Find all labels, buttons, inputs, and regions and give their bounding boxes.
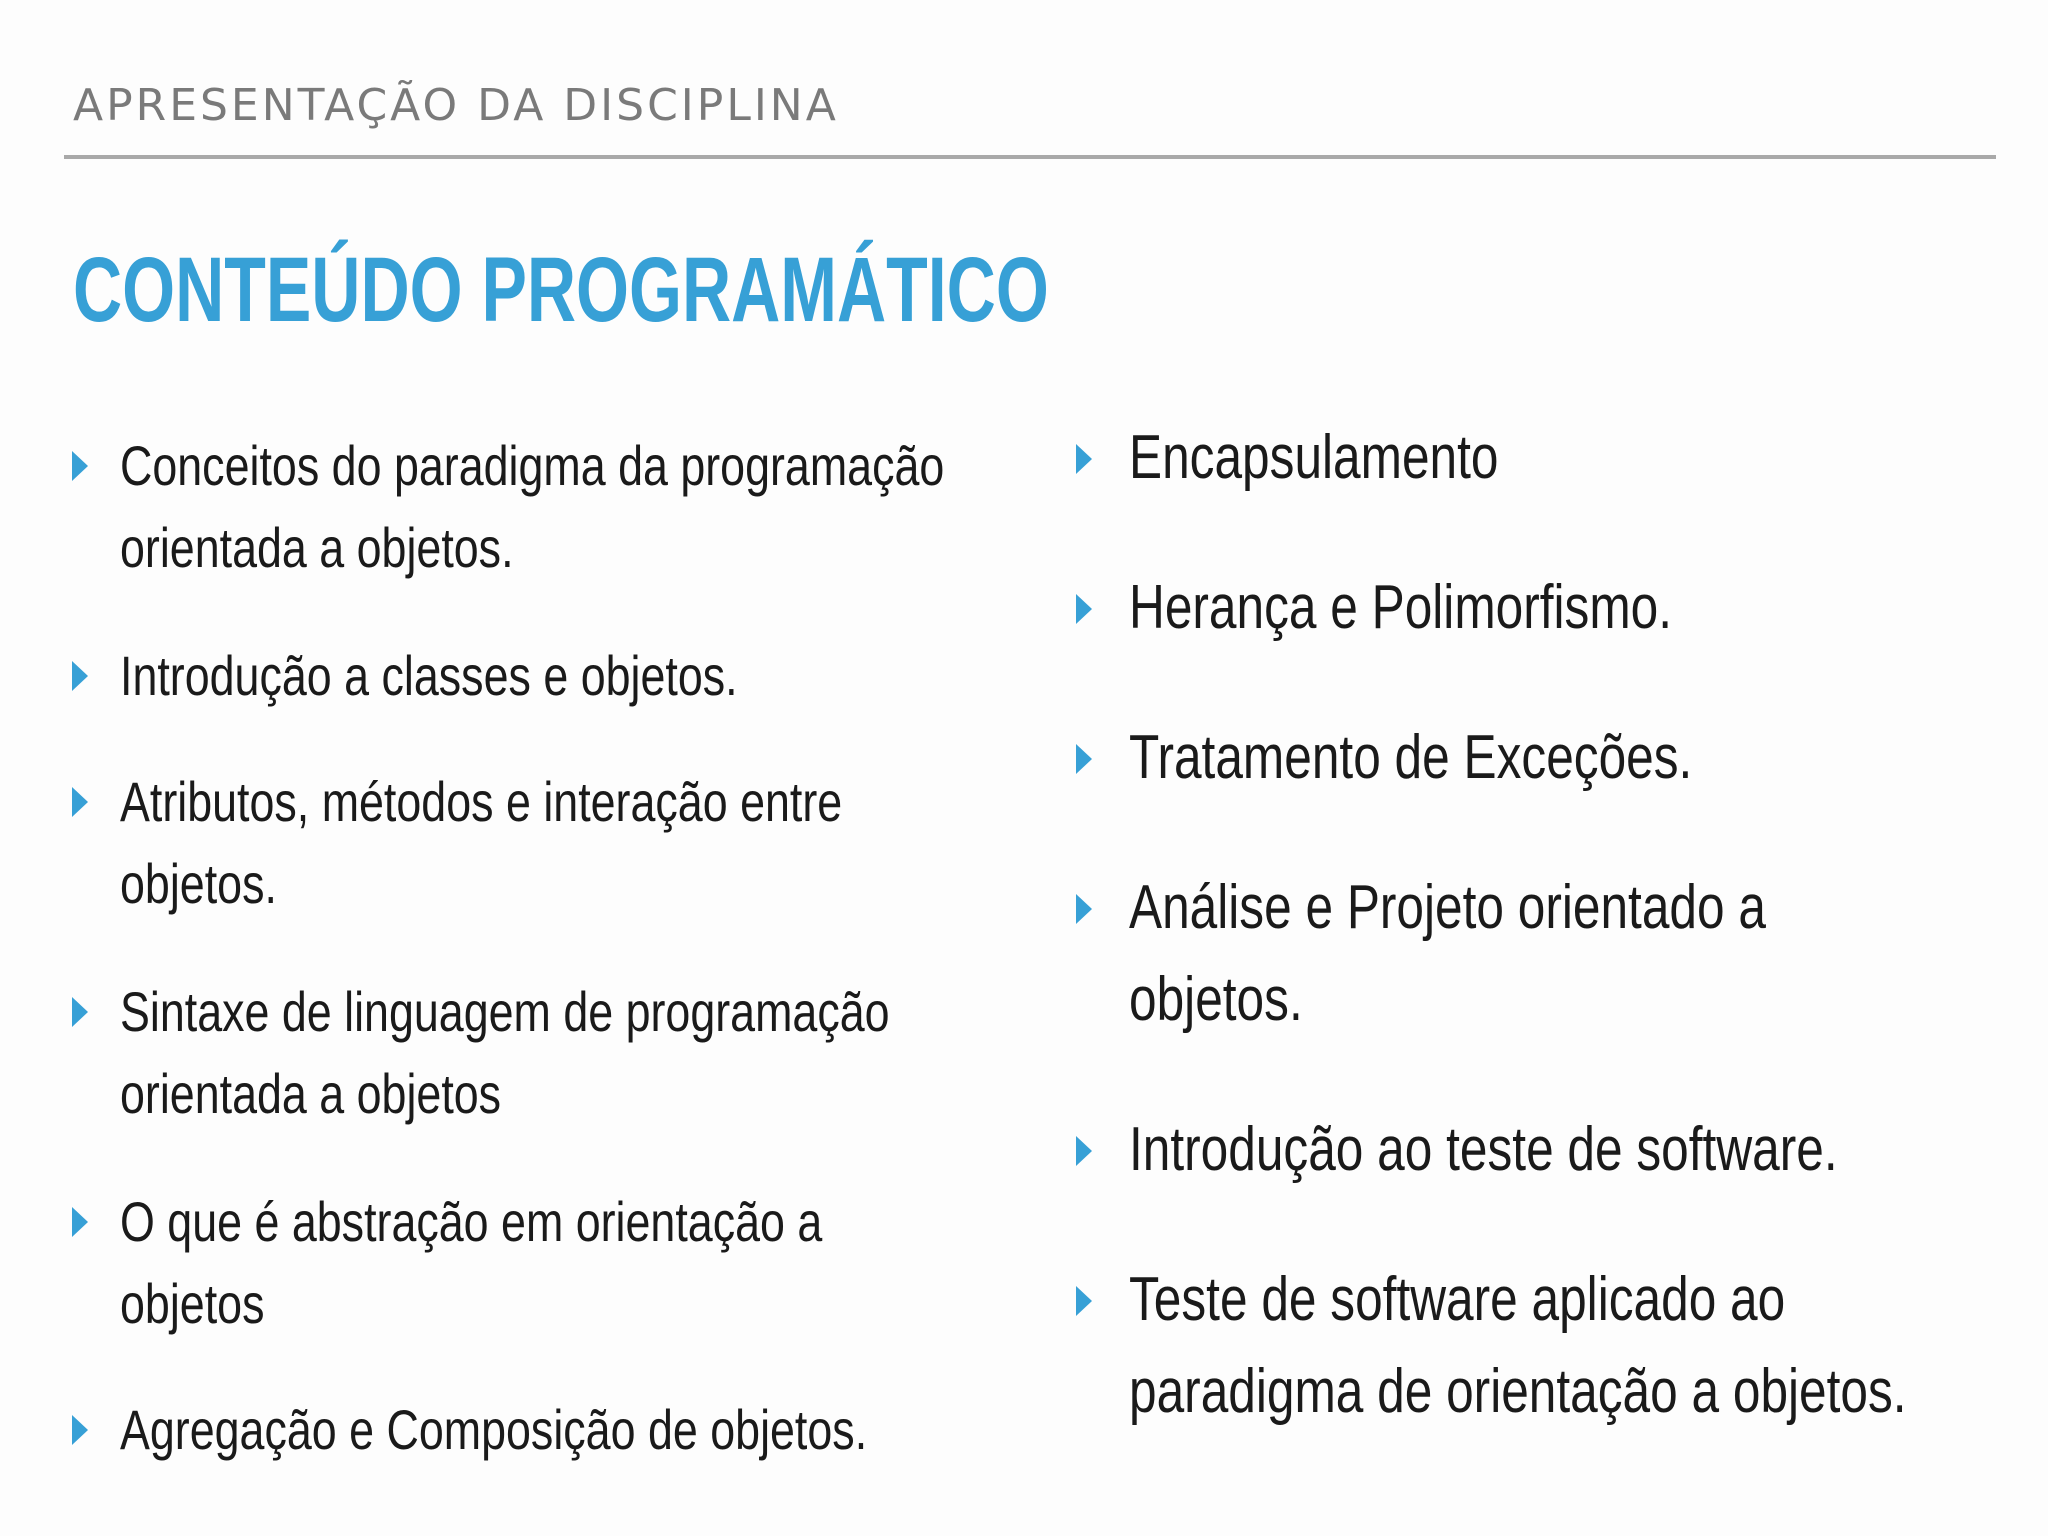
triangle-bullet-icon bbox=[1076, 744, 1092, 774]
list-item bbox=[1066, 1104, 2026, 1196]
header-divider bbox=[64, 155, 1996, 159]
triangle-bullet-icon bbox=[72, 1415, 88, 1445]
list-item-text: Introdução ao teste de software. bbox=[1129, 1115, 1838, 1184]
list-item-text: Atributos, métodos e interação entre objetos. bbox=[120, 770, 843, 915]
list-item bbox=[1066, 862, 2026, 1046]
list-item-text: O que é abstração em orientação a objetos bbox=[120, 1190, 823, 1335]
list-item-text: Agregação e Composição de objetos. bbox=[120, 1398, 868, 1461]
triangle-bullet-icon bbox=[1076, 1286, 1092, 1316]
list-item-text: Sintaxe de linguagem de programação orientada a objetos bbox=[120, 980, 890, 1125]
list-item-text: Encapsulamento bbox=[1129, 423, 1499, 492]
triangle-bullet-icon bbox=[72, 451, 88, 481]
list-item bbox=[1066, 712, 2026, 804]
right-bullet-list bbox=[1066, 412, 2026, 1496]
list-item bbox=[66, 1389, 1026, 1471]
list-item-text: Tratamento de Exceções. bbox=[1129, 723, 1693, 792]
left-bullet-list bbox=[66, 425, 1026, 1515]
list-item-text: Introdução a classes e objetos. bbox=[120, 644, 738, 707]
triangle-bullet-icon bbox=[1076, 444, 1092, 474]
list-item bbox=[1066, 562, 2026, 654]
list-item bbox=[1066, 1254, 2026, 1438]
list-item-text: Análise e Projeto orientado a objetos. bbox=[1129, 873, 1766, 1034]
list-item bbox=[66, 761, 1026, 925]
slide-title: CONTEÚDO PROGRAMÁTICO bbox=[73, 239, 1049, 341]
list-item bbox=[66, 425, 1026, 589]
triangle-bullet-icon bbox=[1076, 594, 1092, 624]
list-item bbox=[66, 1181, 1026, 1345]
list-item-text: Teste de software aplicado ao paradigma de orientação a objetos. bbox=[1129, 1265, 1907, 1426]
triangle-bullet-icon bbox=[1076, 894, 1092, 924]
list-item bbox=[1066, 412, 2026, 504]
triangle-bullet-icon bbox=[72, 997, 88, 1027]
list-item bbox=[66, 635, 1026, 717]
triangle-bullet-icon bbox=[72, 661, 88, 691]
list-item-text: Herança e Polimorfismo. bbox=[1129, 573, 1673, 642]
list-item-text: Conceitos do paradigma da programação orientada a objetos. bbox=[120, 434, 945, 579]
section-header: APRESENTAÇÃO DA DISCIPLINA bbox=[73, 80, 839, 131]
triangle-bullet-icon bbox=[72, 1207, 88, 1237]
triangle-bullet-icon bbox=[72, 787, 88, 817]
triangle-bullet-icon bbox=[1076, 1136, 1092, 1166]
list-item bbox=[66, 971, 1026, 1135]
